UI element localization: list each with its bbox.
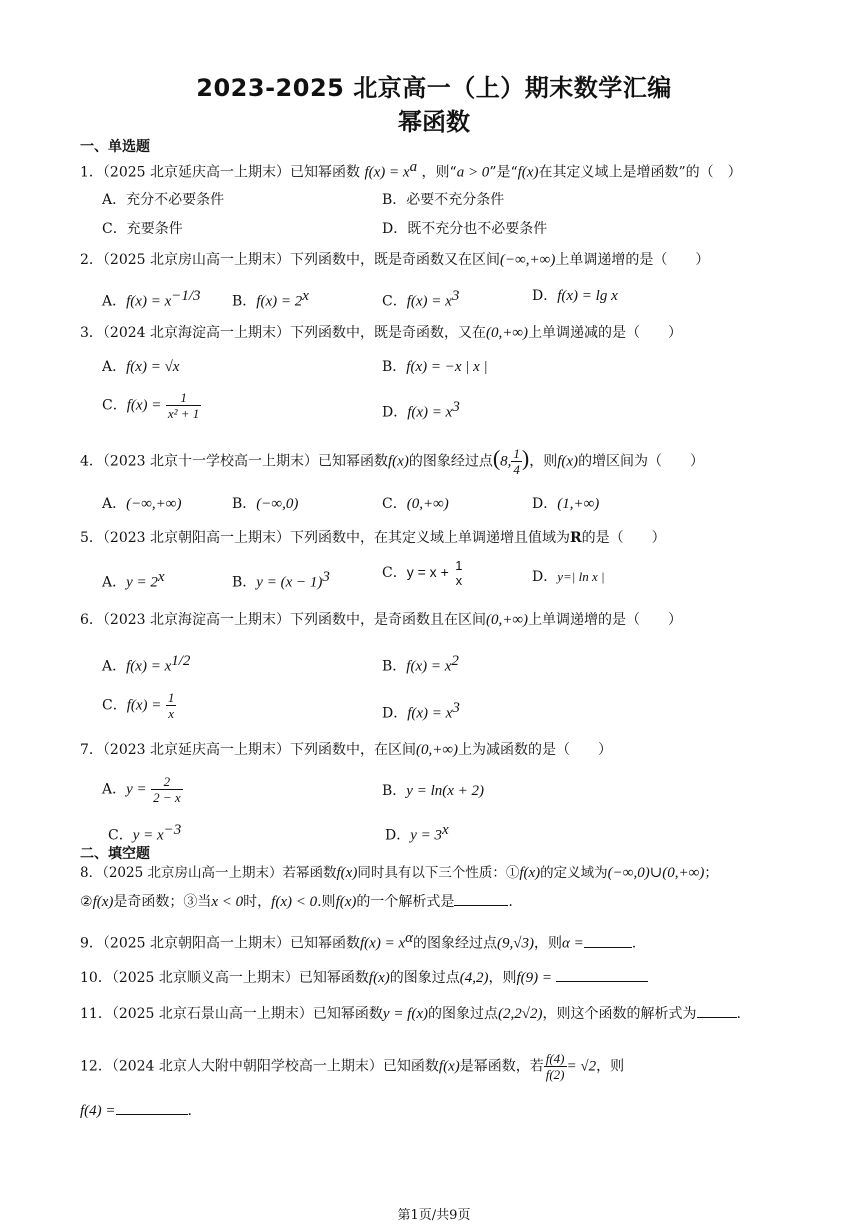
q7-option-a[interactable] [102,774,183,805]
q2-d-label: D． [532,288,558,304]
q8-semicolon: ； [704,865,718,881]
document-subtitle: 幂函数 [398,108,470,136]
q12-end: . [187,1103,192,1119]
q2-option-c[interactable] [382,286,459,312]
q5-option-d[interactable] [532,567,605,587]
q2-b-math: f(x) = 2 [256,293,303,310]
q4-point-a: 8, [500,453,512,470]
q7-c-exp: −3 [163,822,182,838]
q7-tail: 上为减函数的是（ ） [458,742,613,758]
question-8-line1 [80,863,718,883]
q8-func3: f(x) [92,894,114,910]
q5-b-math: y = (x − 1) [256,574,323,591]
q2-b-exp: x [302,288,309,304]
q4-d-math: (1,+∞) [557,496,600,512]
q5-option-a[interactable] [102,567,165,593]
q8-props: 同时具有以下三个性质：① [357,865,520,881]
q6-tail: 上单调递增的是（ ） [528,612,683,628]
q3-stem: 3．（2024 北京海淀高一上期末）下列函数中，既是奇函数，又在 [80,325,486,341]
q2-a-exp: −1/3 [171,288,201,304]
q4-option-c[interactable] [382,494,449,514]
q3-interval: (0,+∞) [486,325,529,341]
q12-den: f(2) [545,1067,565,1082]
q9-alpha: α = [561,935,584,952]
q3-c-label: C． [102,397,127,414]
q2-tail: 上单调递增的是（ ） [555,252,710,268]
q5-c-num: 1 [455,558,463,573]
question-1 [80,157,742,183]
q6-option-d[interactable] [382,698,460,724]
q2-option-a[interactable] [102,286,201,312]
q6-b-exp: 2 [451,653,459,669]
q10-func: f(x) [368,970,390,986]
q1-stem: 1．（2025 北京延庆高一上期末）已知幂函数 [80,164,360,181]
q12-stem: 12．（2024 北京人大附中朝阳学校高一上期末）已知函数 [80,1058,439,1075]
q9-func: f(x) = x [360,935,406,952]
q4-d-label: D． [532,496,558,512]
q10-point: (4,2) [459,970,489,986]
q4-paren-close: ) [521,445,530,471]
q6-a-math: f(x) = x [126,658,172,675]
q8-stem: 8．（2025 北京房山高一上期末）若幂函数 [80,865,337,881]
q12-num: f(4) [545,1051,565,1066]
q12-mid: 是幂函数，若 [459,1058,544,1075]
q4-mid: 的图象经过点 [408,453,493,470]
q7-stem: 7．（2023 北京延庆高一上期末）下列函数中，在区间 [80,742,416,758]
q9-point: (9,√3) [496,935,534,952]
q4-tail: 的增区间为（ ） [578,453,705,470]
q4-pt-num: 1 [513,446,520,461]
q7-a-label: A． [102,781,127,798]
q7-d-label: D． [385,827,411,844]
q6-b-math: f(x) = x [406,658,452,675]
q6-a-exp: 1/2 [171,653,191,669]
q6-d-exp: 3 [452,700,460,716]
q3-option-b[interactable] [382,357,488,377]
q1-mid2: ”是“ [489,164,518,181]
q4-option-d[interactable] [532,494,599,514]
q3-tail: 上单调递减的是（ ） [528,325,683,341]
q5-c-math: y = x + [406,564,449,580]
q8-func4: f(x) [335,894,357,910]
page-footer: 第1页/共9页 [397,1208,471,1223]
q9-stem: 9．（2025 北京朝阳高一上期末）已知幂函数 [80,935,360,952]
q5-a-exp: x [157,569,165,585]
question-6 [80,610,682,630]
q5-c-den: x [455,573,463,588]
question-11 [80,1003,741,1024]
q10-stem: 10．（2025 北京顺义高一上期末）已知幂函数 [80,970,369,986]
q9-exp: α [405,930,413,946]
q2-option-b[interactable] [232,286,309,312]
q12-ask: f(4) = [80,1103,116,1119]
q11-end: . [736,1006,741,1022]
document-title: 2023-2025 北京高一（上）期末数学汇编 [196,74,672,102]
q6-option-a[interactable] [102,651,190,677]
q5-c-fraction [453,558,464,588]
q8-domain: (−∞,0)∪(0,+∞) [607,865,705,881]
q5-a-math: y = 2 [126,574,158,591]
q5-stem: 5．（2023 北京朝阳高一上期末）下列函数中，在其定义域上单调递增且值域为 [80,530,570,546]
q6-c-num: 1 [167,690,175,705]
question-4 [80,446,704,477]
q5-option-c[interactable] [382,558,464,588]
q3-a-label: A． [102,359,127,375]
q3-c-num: 1 [166,390,201,406]
question-2 [80,250,709,270]
q8-end: . [508,894,513,910]
q1-tail: 在其定义域上是增函数”的（ ） [538,164,742,181]
q10-mid2: ，则 [488,970,517,986]
q4-paren-open: ( [492,445,501,471]
q7-interval: (0,+∞) [416,742,459,758]
q8-func: f(x) [336,865,358,881]
q5-option-b[interactable] [232,567,330,593]
q8-then: .则 [317,894,336,910]
q3-c-den: x² + 1 [167,406,200,421]
question-12 [80,1051,624,1082]
q6-c-math: f(x) = [126,697,162,714]
q7-c-label: C． [108,827,133,844]
q2-d-math: f(x) = lg x [557,288,618,304]
q4-func2: f(x) [557,453,579,470]
q4-c-math: (0,+∞) [406,496,449,512]
q6-a-label: A． [102,658,127,675]
q7-b-math: y = ln(x + 2) [406,783,485,799]
section-single-choice: 一、单选题 [80,139,150,155]
q12-ratio [544,1051,567,1082]
q12-func: f(x) [438,1058,460,1075]
q3-option-d[interactable] [382,397,460,423]
q7-a-fraction [151,774,183,805]
q5-a-label: A． [102,574,127,591]
q3-b-math: f(x) = −x | x | [406,359,488,375]
q9-mid2: ，则 [533,935,562,952]
q12-answer-blank[interactable] [116,1100,188,1115]
q2-interval: (−∞,+∞) [500,252,556,268]
q8-domain-label: 的定义域为 [540,865,608,881]
q3-d-label: D． [382,404,408,421]
q2-a-math: f(x) = x [126,293,172,310]
q3-c-math: f(x) = [126,397,162,414]
q5-c-label: C． [382,565,407,581]
q4-stem: 4．（2023 北京十一学校高一上期末）已知幂函数 [80,453,388,470]
q10-mid: 的图象过点 [389,970,460,986]
question-10 [80,967,648,988]
q5-d-label: D． [532,569,558,585]
q6-interval: (0,+∞) [486,612,529,628]
q7-d-math: y = 3 [410,827,443,844]
q3-option-a[interactable] [102,357,179,377]
q3-d-exp: 3 [452,399,460,415]
q2-c-exp: 3 [451,288,460,304]
q10-ask: f(9) = [516,970,553,986]
q6-option-c[interactable] [102,690,176,721]
q1-exp: a [409,159,418,175]
q6-c-label: C． [102,697,127,714]
q11-point: (2,2√2) [498,1006,543,1022]
q7-a-math: y = [126,781,147,798]
q4-pt-den: 4 [513,462,520,477]
q5-tail: 的是（ ） [581,530,666,546]
q9-end: . [631,935,637,952]
q10-answer-blank[interactable] [556,967,648,982]
q8-cond: x < 0 [211,894,244,910]
q1-option-b[interactable]: B．必要不充分条件 [382,192,505,208]
q5-b-exp: 3 [322,569,330,585]
q7-c-math: y = x [132,827,164,844]
q4-option-a[interactable] [102,494,182,514]
q9-answer-blank[interactable] [584,933,632,948]
q7-option-d[interactable] [385,820,449,846]
q6-c-fraction [166,690,177,721]
q8-prop2-num: ② [80,894,93,910]
q6-b-label: B． [382,658,407,675]
q7-a-num: 2 [151,774,183,790]
q11-mid: 的图象过点 [428,1006,499,1022]
q6-c-den: x [168,706,174,721]
q7-d-exp: x [442,822,449,838]
q7-a-den: 2 − x [153,790,181,805]
q4-a-label: A． [102,496,127,512]
section-fill-blank: 二、填空题 [80,846,150,862]
q7-b-label: B． [382,783,407,799]
q4-c-label: C． [382,496,407,512]
q11-answer-blank[interactable] [697,1003,737,1018]
q4-point-fraction [511,446,522,477]
q11-func: y = f(x) [382,1006,429,1022]
q1-mid: ，则“ [421,164,457,181]
q8-cond2: f(x) < 0 [271,894,318,910]
q2-stem: 2．（2025 北京房山高一上期末）下列函数中，既是奇函数又在区间 [80,252,500,268]
q12-eq: = √2 [566,1058,597,1075]
q2-b-label: B． [232,293,257,310]
q4-func: f(x) [388,453,409,470]
q9-mid: 的图象经过点 [412,935,497,952]
q4-option-b[interactable] [232,494,298,514]
q6-d-math: f(x) = x [407,705,453,722]
question-5 [80,528,666,548]
q5-d-math: y=| ln x | [557,569,605,584]
q8-prop2: 是奇函数；③当 [113,894,212,910]
q6-stem: 6．（2023 北京海淀高一上期末）下列函数中，是奇函数且在区间 [80,612,486,628]
q1-option-c[interactable]: C．充要条件 [102,221,183,237]
q6-d-label: D． [382,705,408,722]
q3-b-label: B． [382,359,407,375]
q4-a-math: (−∞,+∞) [126,496,182,512]
q2-c-label: C． [382,293,407,310]
question-8-line2 [80,891,513,912]
q12-tail: ，则 [596,1058,625,1075]
q1-func2: f(x) [517,164,539,181]
q8-func2: f(x) [519,865,541,881]
q7-option-b[interactable] [382,781,484,801]
q4-mid2: ，则 [529,453,558,470]
q3-d-math: f(x) = x [407,404,453,421]
q4-b-math: (−∞,0) [256,496,299,512]
q8-answer-blank[interactable] [454,891,508,906]
question-7 [80,740,612,760]
q5-R: R [569,530,582,546]
q8-ask: 的一个解析式是 [356,894,455,910]
q11-tail: ，则这个函数的解析式为 [542,1006,697,1022]
q1-option-d[interactable]: D．既不充分也不必要条件 [382,221,548,237]
question-9 [80,928,636,954]
question-12-line2 [80,1100,192,1121]
q3-a-math: f(x) = √x [126,359,180,375]
question-3 [80,323,682,343]
q1-option-a[interactable]: A．充分不必要条件 [102,192,225,208]
q1-func: f(x) = x [364,164,410,181]
q2-option-d[interactable] [532,286,618,306]
q4-b-label: B． [232,496,257,512]
q3-c-fraction [166,390,201,421]
q5-b-label: B． [232,574,257,591]
q2-c-math: f(x) = x [406,293,452,310]
q7-option-c[interactable] [108,820,181,846]
q1-cond: a > 0 [456,164,490,181]
q11-stem: 11．（2025 北京石景山高一上期末）已知幂函数 [80,1006,383,1022]
q8-when: 时， [243,894,272,910]
q6-option-b[interactable] [382,651,459,677]
q3-option-c[interactable] [102,390,201,421]
q2-a-label: A． [102,293,127,310]
